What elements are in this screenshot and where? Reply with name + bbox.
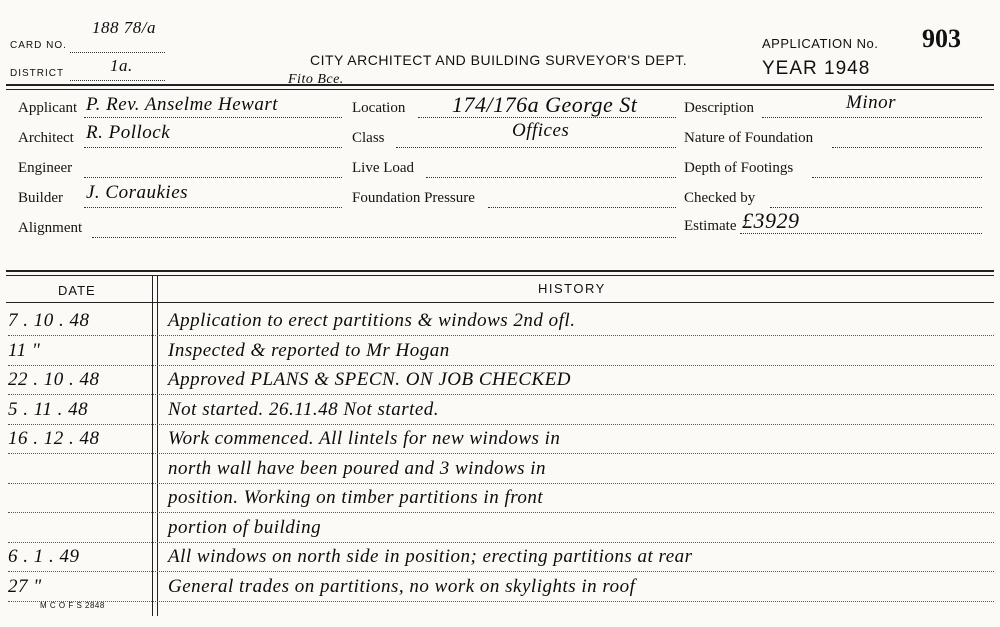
- estimate-rule: [740, 233, 982, 234]
- row-rule: [8, 571, 994, 572]
- class-rule: [396, 147, 676, 148]
- table-top-border-2: [6, 275, 994, 276]
- application-label: APPLICATION No.: [762, 36, 879, 51]
- engineer-label: Engineer: [18, 160, 73, 176]
- architect-label: Architect: [18, 130, 74, 146]
- location-label: Location: [352, 100, 406, 116]
- row-history: position. Working on timber partitions in front: [168, 487, 544, 508]
- class-label: Class: [352, 130, 385, 146]
- checked-rule: [770, 207, 982, 208]
- engineer-rule: [84, 177, 342, 178]
- foundation-label: Nature of Foundation: [684, 130, 814, 146]
- row-history: Inspected & reported to Mr Hogan: [168, 339, 450, 361]
- row-rule: [8, 424, 994, 425]
- table-row: [0, 367, 1000, 397]
- row-date: 27 ": [8, 575, 42, 597]
- table-row: [0, 426, 1000, 456]
- checked-label: Checked by: [684, 190, 756, 206]
- liveload-rule: [426, 177, 676, 178]
- pressure-rule: [488, 207, 676, 208]
- applicant-rule: [84, 117, 342, 118]
- location-value: 174/176a George St: [452, 92, 638, 117]
- row-rule: [8, 335, 994, 336]
- footings-label: Depth of Footings: [684, 160, 794, 176]
- row-history: Not started. 26.11.48 Not started.: [168, 398, 440, 420]
- builder-rule: [84, 207, 342, 208]
- description-value: Minor: [846, 92, 896, 113]
- table-row: [0, 544, 1000, 574]
- row-rule: [8, 542, 994, 543]
- district-rule: [70, 80, 165, 81]
- table-row: [0, 485, 1000, 515]
- dept-title: CITY ARCHITECT AND BUILDING SURVEYOR'S DEPT.: [310, 52, 688, 68]
- card-no-rule: [70, 52, 165, 53]
- table-top-border: [6, 270, 994, 272]
- card-no-label: CARD NO.: [10, 40, 67, 51]
- date-header: DATE: [58, 283, 96, 298]
- district-label: DISTRICT: [10, 68, 65, 79]
- builder-label: Builder: [18, 190, 63, 206]
- row-rule: [8, 601, 994, 602]
- header-border: [6, 84, 994, 86]
- table-row: [0, 515, 1000, 545]
- row-history: portion of building: [168, 516, 322, 538]
- row-rule: [8, 453, 994, 454]
- row-rule: [8, 512, 994, 513]
- table-row: [0, 574, 1000, 604]
- card-no-value: 188 78/a: [92, 18, 156, 37]
- description-rule: [762, 117, 982, 118]
- history-header: HISTORY: [538, 281, 606, 296]
- row-history: Work commenced. All lintels for new windows in: [168, 428, 561, 449]
- row-date: 16 . 12 . 48: [8, 428, 100, 449]
- liveload-label: Live Load: [352, 160, 415, 176]
- row-rule: [8, 483, 994, 484]
- estimate-value: £3929: [742, 208, 800, 233]
- table-header-rule: [6, 302, 994, 303]
- estimate-label: Estimate: [684, 218, 737, 234]
- description-label: Description: [684, 100, 754, 116]
- footings-rule: [812, 177, 982, 178]
- form-code: M C O F S 2848: [40, 601, 105, 610]
- row-history: north wall have been poured and 3 windows in: [168, 457, 547, 479]
- table-row: [0, 308, 1000, 338]
- table-row: [0, 456, 1000, 486]
- row-date: 6 . 1 . 49: [8, 546, 80, 567]
- row-history: General trades on partitions, no work on skylights in roof: [168, 575, 636, 597]
- row-history: Approved PLANS & SPECN. ON JOB CHECKED: [168, 369, 572, 390]
- row-date: 11 ": [8, 339, 41, 361]
- location-note: Fito Bce.: [288, 72, 344, 87]
- row-rule: [8, 394, 994, 395]
- row-history: Application to erect partitions & windows 2nd ofl.: [168, 310, 576, 331]
- table-row: [0, 397, 1000, 427]
- row-date: 5 . 11 . 48: [8, 398, 89, 420]
- application-number: 903: [922, 24, 961, 53]
- row-rule: [8, 365, 994, 366]
- pressure-label: Foundation Pressure: [352, 190, 475, 206]
- architect-value: R. Pollock: [86, 122, 171, 143]
- class-value: Offices: [512, 120, 570, 141]
- district-value: 1a.: [110, 56, 133, 75]
- applicant-label: Applicant: [18, 100, 78, 116]
- alignment-label: Alignment: [18, 220, 83, 236]
- applicant-value: P. Rev. Anselme Hewart: [86, 94, 278, 115]
- foundation-rule: [832, 147, 982, 148]
- row-history: All windows on north side in position; erecting partitions at rear: [168, 546, 693, 567]
- location-rule: [418, 117, 676, 118]
- row-date: 22 . 10 . 48: [8, 369, 100, 390]
- alignment-rule: [92, 237, 676, 238]
- year-label: YEAR 1948: [762, 58, 871, 79]
- row-date: 7 . 10 . 48: [8, 310, 90, 331]
- table-row: [0, 338, 1000, 368]
- header-border-2: [6, 89, 994, 90]
- architect-rule: [84, 147, 342, 148]
- builder-value: J. Coraukies: [86, 182, 189, 203]
